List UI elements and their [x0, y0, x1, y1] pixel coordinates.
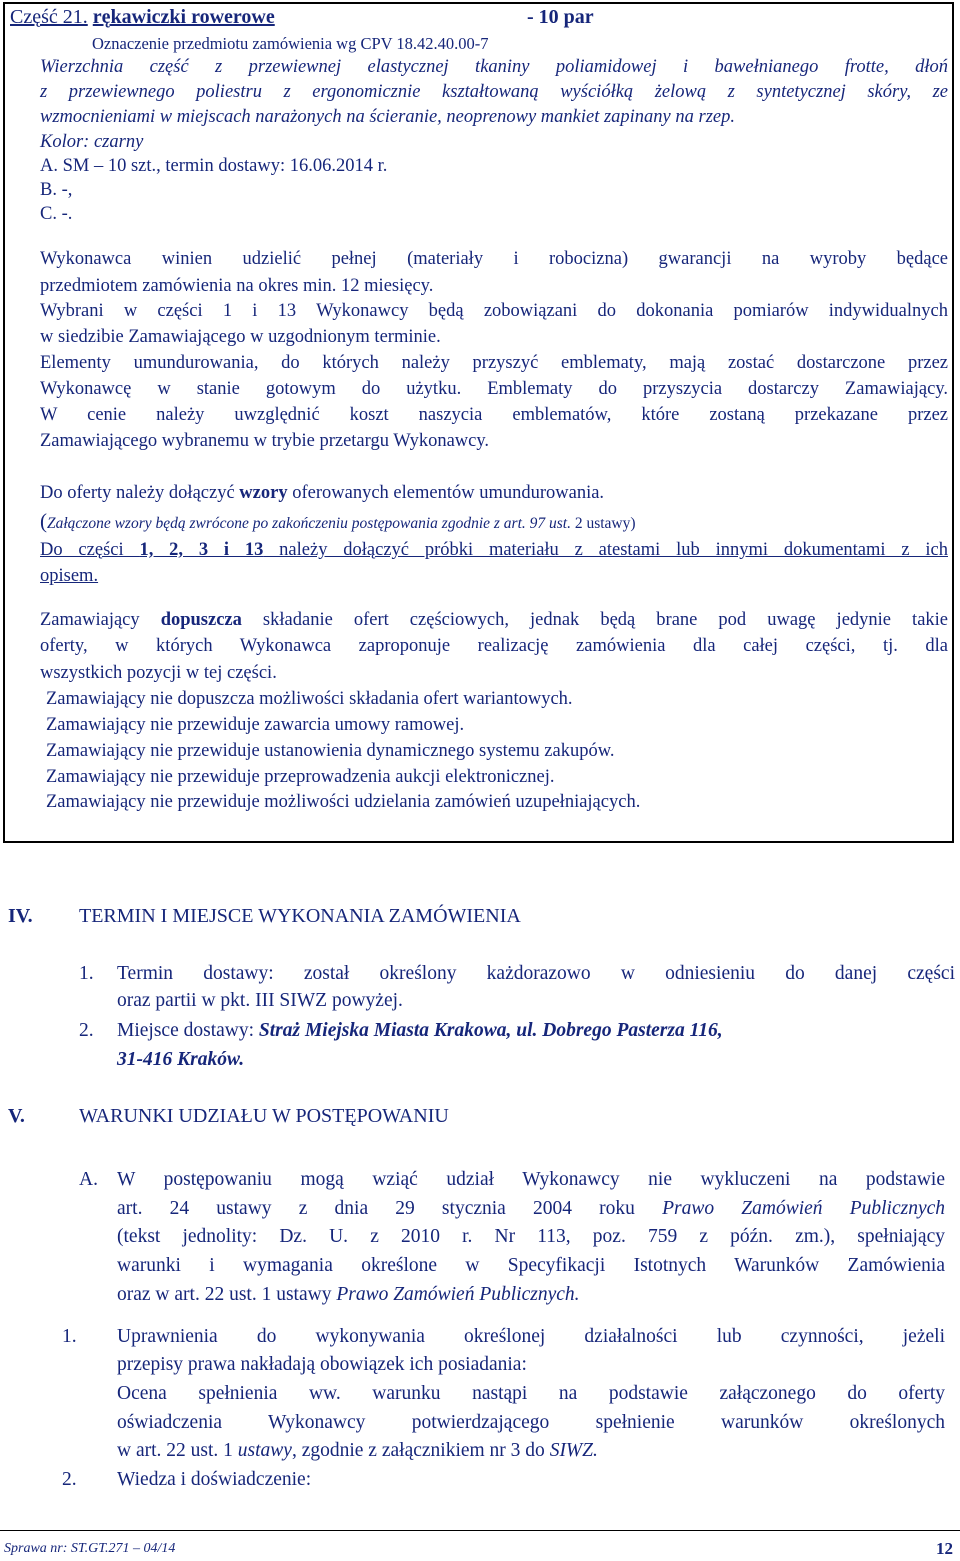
- description-line-3: wzmocnieniami w miejscach narażonych na ścieranie, neoprenowy mankiet zapinany na rzep.: [40, 107, 736, 127]
- samples-parts-a: Do części: [40, 540, 140, 560]
- item-c: C. -.: [40, 204, 73, 224]
- cpv-code: Oznaczenie przedmiotu zamówienia wg CPV 18.42.40.00-7: [92, 34, 489, 53]
- samples-note: Załączone wzory będą zwrócone po zakończeniu postępowania zgodnie z art. 97 ust.: [47, 515, 571, 532]
- samples-parts-c: należy dołączyć próbki materiału z atestami lub innymi dokumentami z ich: [263, 540, 948, 560]
- delivery-place-city: 31-416 Kraków.: [117, 1049, 245, 1070]
- condition-1-line-4: oświadczenia Wykonawcy potwierdzającego spełnienie warunków określonych: [117, 1412, 945, 1433]
- color-spec: Kolor: czarny: [40, 132, 144, 152]
- section-iv-title: TERMIN I MIEJSCE WYKONANIA ZAMÓWIENIA: [79, 905, 521, 927]
- case-number: Sprawa nr: ST.GT.271 – 04/14: [4, 1541, 176, 1556]
- condition-1-text-c: , zgodnie z załącznikiem nr 3 do: [291, 1440, 550, 1461]
- delivery-place-label: Miejsce dostawy:: [117, 1020, 259, 1041]
- section-v-a-line-2: [117, 1199, 945, 1219]
- emblem-line-4: Zamawiającego wybranemu w trybie przetargu Wykonawcy.: [40, 431, 490, 451]
- part-title: rękawiczki rowerowe: [92, 6, 275, 28]
- description-line-1: Wierzchnia część z przewiewnej elastycznej tkaniny poliamidowej i bawełnianego frotte, dłoń: [40, 57, 948, 77]
- samples-line-3: [40, 541, 948, 560]
- samples-paren: (: [40, 509, 47, 533]
- offers-line-1: [40, 611, 948, 630]
- offers-text-a: Zamawiający: [40, 610, 161, 630]
- samples-line-2: [40, 511, 636, 533]
- section-iv-item-2-number: 2.: [79, 1020, 94, 1041]
- samples-line-1: [40, 484, 604, 503]
- condition-1-line-1: Uprawnienia do wykonywania określonej działalności lub czynności, jeżeli: [117, 1326, 945, 1347]
- delivery-place-address: Straż Miejska Miasta Krakowa, ul. Dobrego Pasterza 116,: [258, 1020, 723, 1041]
- condition-1-line-5: [117, 1441, 598, 1461]
- section-iv-item-1-line-2: oraz partii w pkt. III SIWZ powyżej.: [117, 990, 403, 1011]
- page-number: 12: [936, 1539, 953, 1558]
- warranty-line-1: Wykonawca winien udzielić pełnej (materiały i robocizna) gwarancji na wyroby będące: [40, 249, 948, 269]
- law-name-2: Prawo Zamówień Publicznych.: [336, 1284, 580, 1305]
- section-v-a-number: A.: [79, 1169, 98, 1190]
- part-heading: [10, 7, 275, 27]
- offers-line-3: wszystkich pozycji w tej części.: [40, 663, 277, 683]
- section-v-a-line-1: W postępowaniu mogą wziąć udział Wykonawcy nie wykluczeni na podstawie: [117, 1169, 945, 1190]
- footer-divider: [0, 1530, 960, 1531]
- no-e-auction: Zamawiający nie przewiduje przeprowadzenia aukcji elektronicznej.: [46, 767, 555, 787]
- item-a: A. SM – 10 szt., termin dostawy: 16.06.2014 r.: [40, 156, 388, 176]
- condition-1-text-d: SIWZ.: [549, 1440, 598, 1461]
- section-v-a-line-3: (tekst jednolity: Dz. U. z 2010 r. Nr 113, poz. 759 z późn. zm.), spełniający: [117, 1226, 945, 1247]
- condition-1-line-3: Ocena spełnienia ww. warunku nastąpi na podstawie załączonego do oferty: [117, 1383, 945, 1404]
- no-supplementary-orders: Zamawiający nie przewiduje możliwości udzielania zamówień uzupełniających.: [46, 792, 641, 812]
- section-v-a-line-5: [117, 1285, 580, 1305]
- samples-text-bold: wzory: [239, 483, 288, 503]
- part-quantity: - 10 par: [527, 6, 594, 28]
- condition-2-number: 2.: [62, 1469, 77, 1490]
- offers-text-c: składanie ofert częściowych, jednak będą brane pod uwagę jedynie takie: [241, 610, 949, 630]
- samples-line-4: opisem.: [40, 566, 99, 586]
- description-line-2: z przewiewnego poliestru z ergonomicznie kształtowaną wyściółką żelową z syntetycznej skóry, ze: [40, 82, 948, 102]
- emblem-line-2: Wykonawcę w stanie gotowym do użytku. Emblematy do przyszycia dostarczy Zamawiający.: [40, 379, 948, 399]
- section-iv-item-1-number: 1.: [79, 963, 94, 984]
- section-v-a-line-4: warunki i wymagania określone w Specyfikacji Istotnych Warunków Zamówienia: [117, 1255, 945, 1276]
- samples-text-c: oferowanych elementów umundurowania.: [287, 483, 605, 503]
- law-reference-text: art. 24 ustawy z dnia 29 stycznia 2004 roku: [117, 1198, 663, 1219]
- warranty-line-2: przedmiotem zamówienia na okres min. 12 miesięcy.: [40, 276, 434, 296]
- condition-1-text-b: ustawy: [237, 1440, 292, 1461]
- part-number: Część 21.: [10, 6, 88, 28]
- section-v-number: V.: [8, 1105, 25, 1127]
- law-name: Prawo Zamówień Publicznych: [662, 1198, 945, 1219]
- section-iv-number: IV.: [8, 905, 33, 927]
- law-article-text: oraz w art. 22 ust. 1 ustawy: [117, 1284, 337, 1305]
- section-iv-item-1-line-1: Termin dostawy: został określony każdorazowo w odniesieniu do danej części: [117, 963, 955, 984]
- condition-1-text-a: w art. 22 ust. 1: [117, 1440, 238, 1461]
- samples-text-a: Do oferty należy dołączyć: [40, 483, 240, 503]
- section-v-title: WARUNKI UDZIAŁU W POSTĘPOWANIU: [79, 1105, 449, 1127]
- samples-note-end: 2 ustawy): [570, 515, 636, 532]
- measurement-line-2: w siedzibie Zamawiającego w uzgodnionym terminie.: [40, 327, 441, 347]
- section-iv-item-2-line-1: [117, 1021, 723, 1041]
- item-b: B. -,: [40, 180, 73, 200]
- offers-text-bold: dopuszcza: [160, 610, 242, 630]
- offers-line-2: oferty, w których Wykonawca zaproponuje realizację zamówienia dla całej części, tj. dla: [40, 636, 948, 656]
- measurement-line-1: Wybrani w części 1 i 13 Wykonawcy będą zobowiązani do dokonania pomiarów indywidualnych: [40, 301, 948, 321]
- no-framework-agreement: Zamawiający nie przewiduje zawarcia umowy ramowej.: [46, 715, 465, 735]
- no-variant-offers: Zamawiający nie dopuszcza możliwości składania ofert wariantowych.: [46, 689, 573, 709]
- samples-parts-bold: 1, 2, 3 i 13: [139, 540, 264, 560]
- condition-1-line-2: przepisy prawa nakładają obowiązek ich posiadania:: [117, 1354, 527, 1375]
- emblem-line-3: W cenie należy uwzględnić koszt naszycia emblematów, które zostaną przekazane przez: [40, 405, 948, 425]
- emblem-line-1: Elementy umundurowania, do których należy przyszyć emblematy, mają zostać dostarczone przez: [40, 353, 948, 373]
- no-dynamic-system: Zamawiający nie przewiduje ustanowienia dynamicznego systemu zakupów.: [46, 741, 615, 761]
- condition-2-title: Wiedza i doświadczenie:: [117, 1469, 312, 1490]
- condition-1-number: 1.: [62, 1326, 77, 1347]
